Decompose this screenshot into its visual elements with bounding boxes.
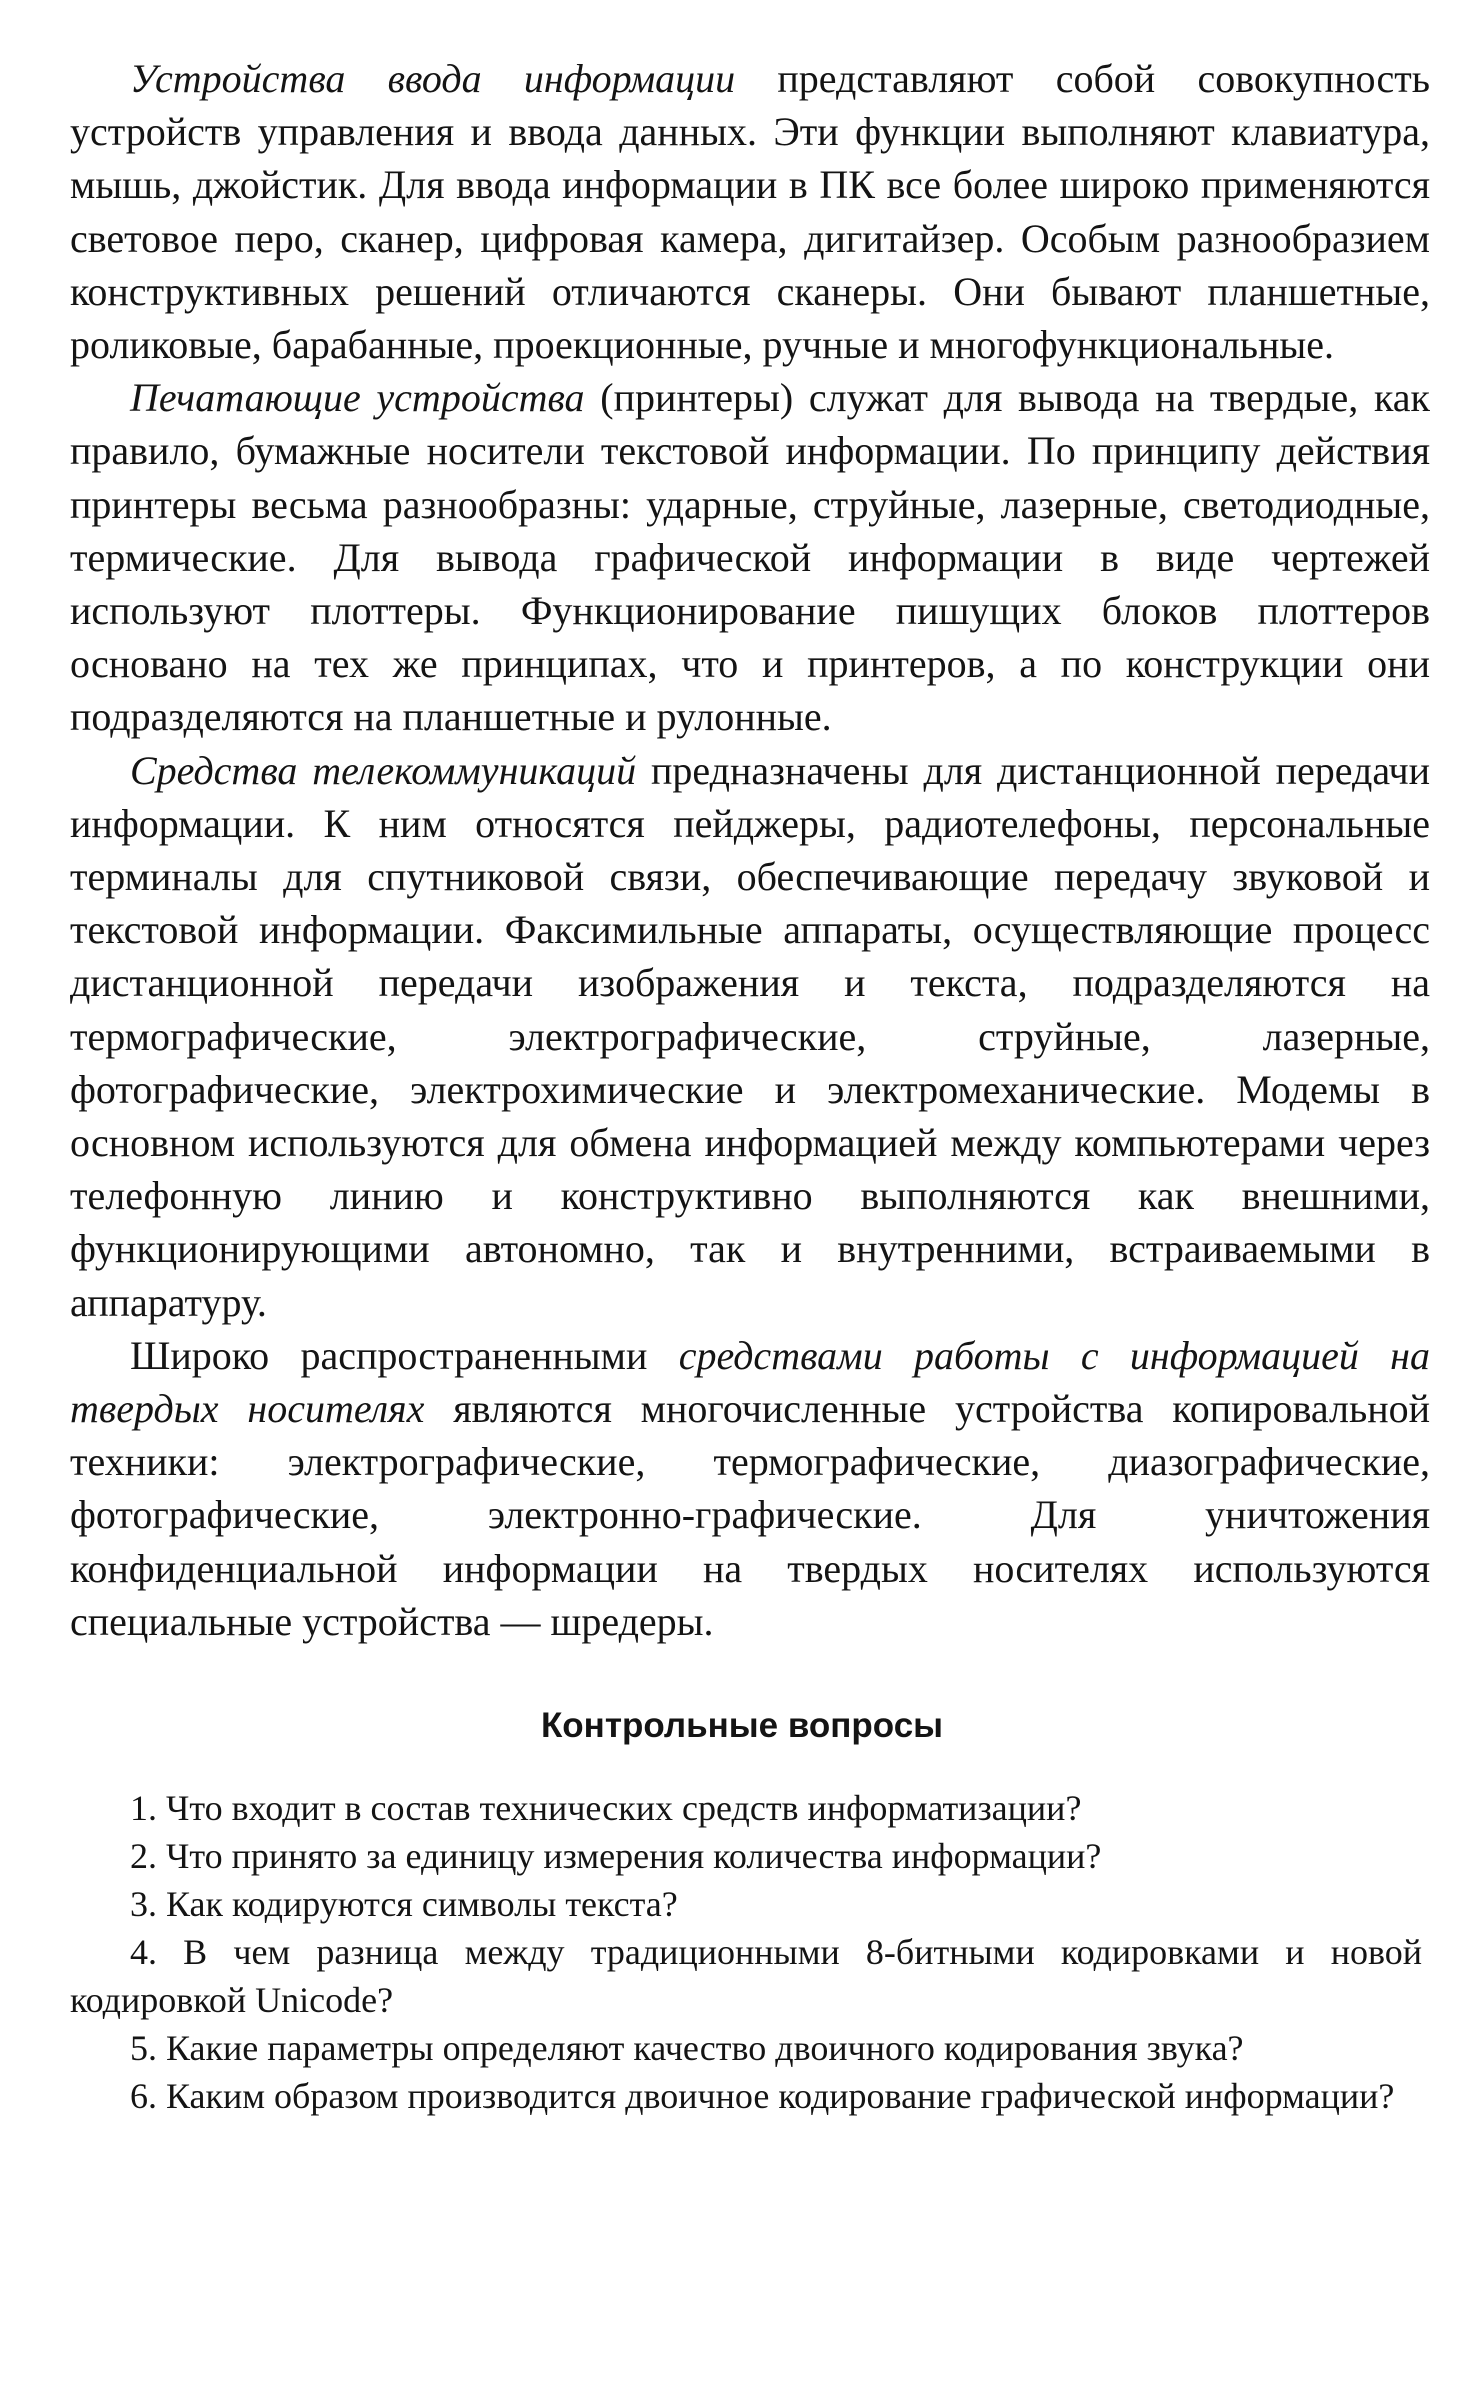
question-item: 6. Каким образом производится двоичное кодирование графической информации? bbox=[130, 2076, 1395, 2116]
term-telecom: Средства телекоммуникаций bbox=[130, 747, 637, 793]
questions-list bbox=[70, 1784, 1422, 2120]
question-item: 3. Как кодируются символы текста? bbox=[130, 1884, 678, 1924]
body-text bbox=[70, 52, 1430, 1648]
questions-heading: Контрольные вопросы bbox=[540, 1706, 944, 1745]
paragraph-telecom bbox=[70, 744, 1430, 1329]
term-input-devices: Устройства ввода информации bbox=[130, 56, 736, 101]
paragraph-text: (принтеры) служат для вывода на твердые, как правило, бумажные носители текстовой информации. По принципу действия принтеры весьма разнообразны: ударные, струйные, лазерные, светодиодные, термические. Для вывода графической информации в виде чертежей используют плоттеры. Функционирование пишущих блоков плоттеров основано на тех же принципах, что и принтеров, а по конструкции они подразделяются на планшетные и рулонные. bbox=[70, 375, 1430, 740]
term-hardcopy-tools: средствами работы с информацией на твердых носителях bbox=[70, 1332, 1430, 1432]
paragraph-input-devices bbox=[70, 52, 1430, 371]
paragraph-hardcopy-tools bbox=[70, 1329, 1430, 1648]
question-item: 5. Какие параметры определяют качество двоичного кодирования звука? bbox=[130, 2028, 1244, 2068]
question-item: 1. Что входит в состав технических средств информатизации? bbox=[130, 1788, 1082, 1828]
paragraph-printing-devices bbox=[70, 371, 1430, 743]
question-item: 4. В чем разница между традиционными 8-битными кодировками и новой кодировкой Unicode? bbox=[70, 1932, 1422, 2020]
paragraph-text: предназначены для дистанционной передачи информации. К ним относятся пейджеры, радиотелефоны, персональные терминалы для спутниковой связи, обеспечивающие передачу звуковой и текстовой информации. Факсимильные аппараты, осуществляющие процесс дистанционной передачи изображения и текста, подразделяются на термографические, электрографические, струйные, лазерные, фотографические, электрохимические и электромеханические. Модемы в основном используются для обмена информацией между компьютерами через телефонную линию и конструктивно выполняются как внешними, функционирующими автономно, так и внутренними, встраиваемыми в аппаратуру. bbox=[70, 747, 1430, 1325]
paragraph-text: представляют собой совокупность устройств управления и ввода данных. Эти функции выполняют клавиатура, мышь, джойстик. Для ввода информации в ПК все более широко применяются световое перо, сканер, цифровая камера, дигитайзер. Особым разнообразием конструктивных решений отличаются сканеры. Они бывают планшетные, роликовые, барабанные, проекционные, ручные и многофункциональные. bbox=[70, 56, 1430, 368]
term-printing-devices: Печатающие устройства bbox=[130, 375, 585, 421]
paragraph-text: Широко распространенными bbox=[130, 1332, 679, 1378]
paragraph-text: являются многочисленные устройства копировальной техники: электрографические, термографические, диазографические, фотографические, электронно-графические. Для уничтожения конфиденциальной информации на твердых носителях используются специальные устройства — шредеры. bbox=[70, 1386, 1431, 1644]
question-item: 2. Что принято за единицу измерения количества информации? bbox=[130, 1836, 1102, 1876]
